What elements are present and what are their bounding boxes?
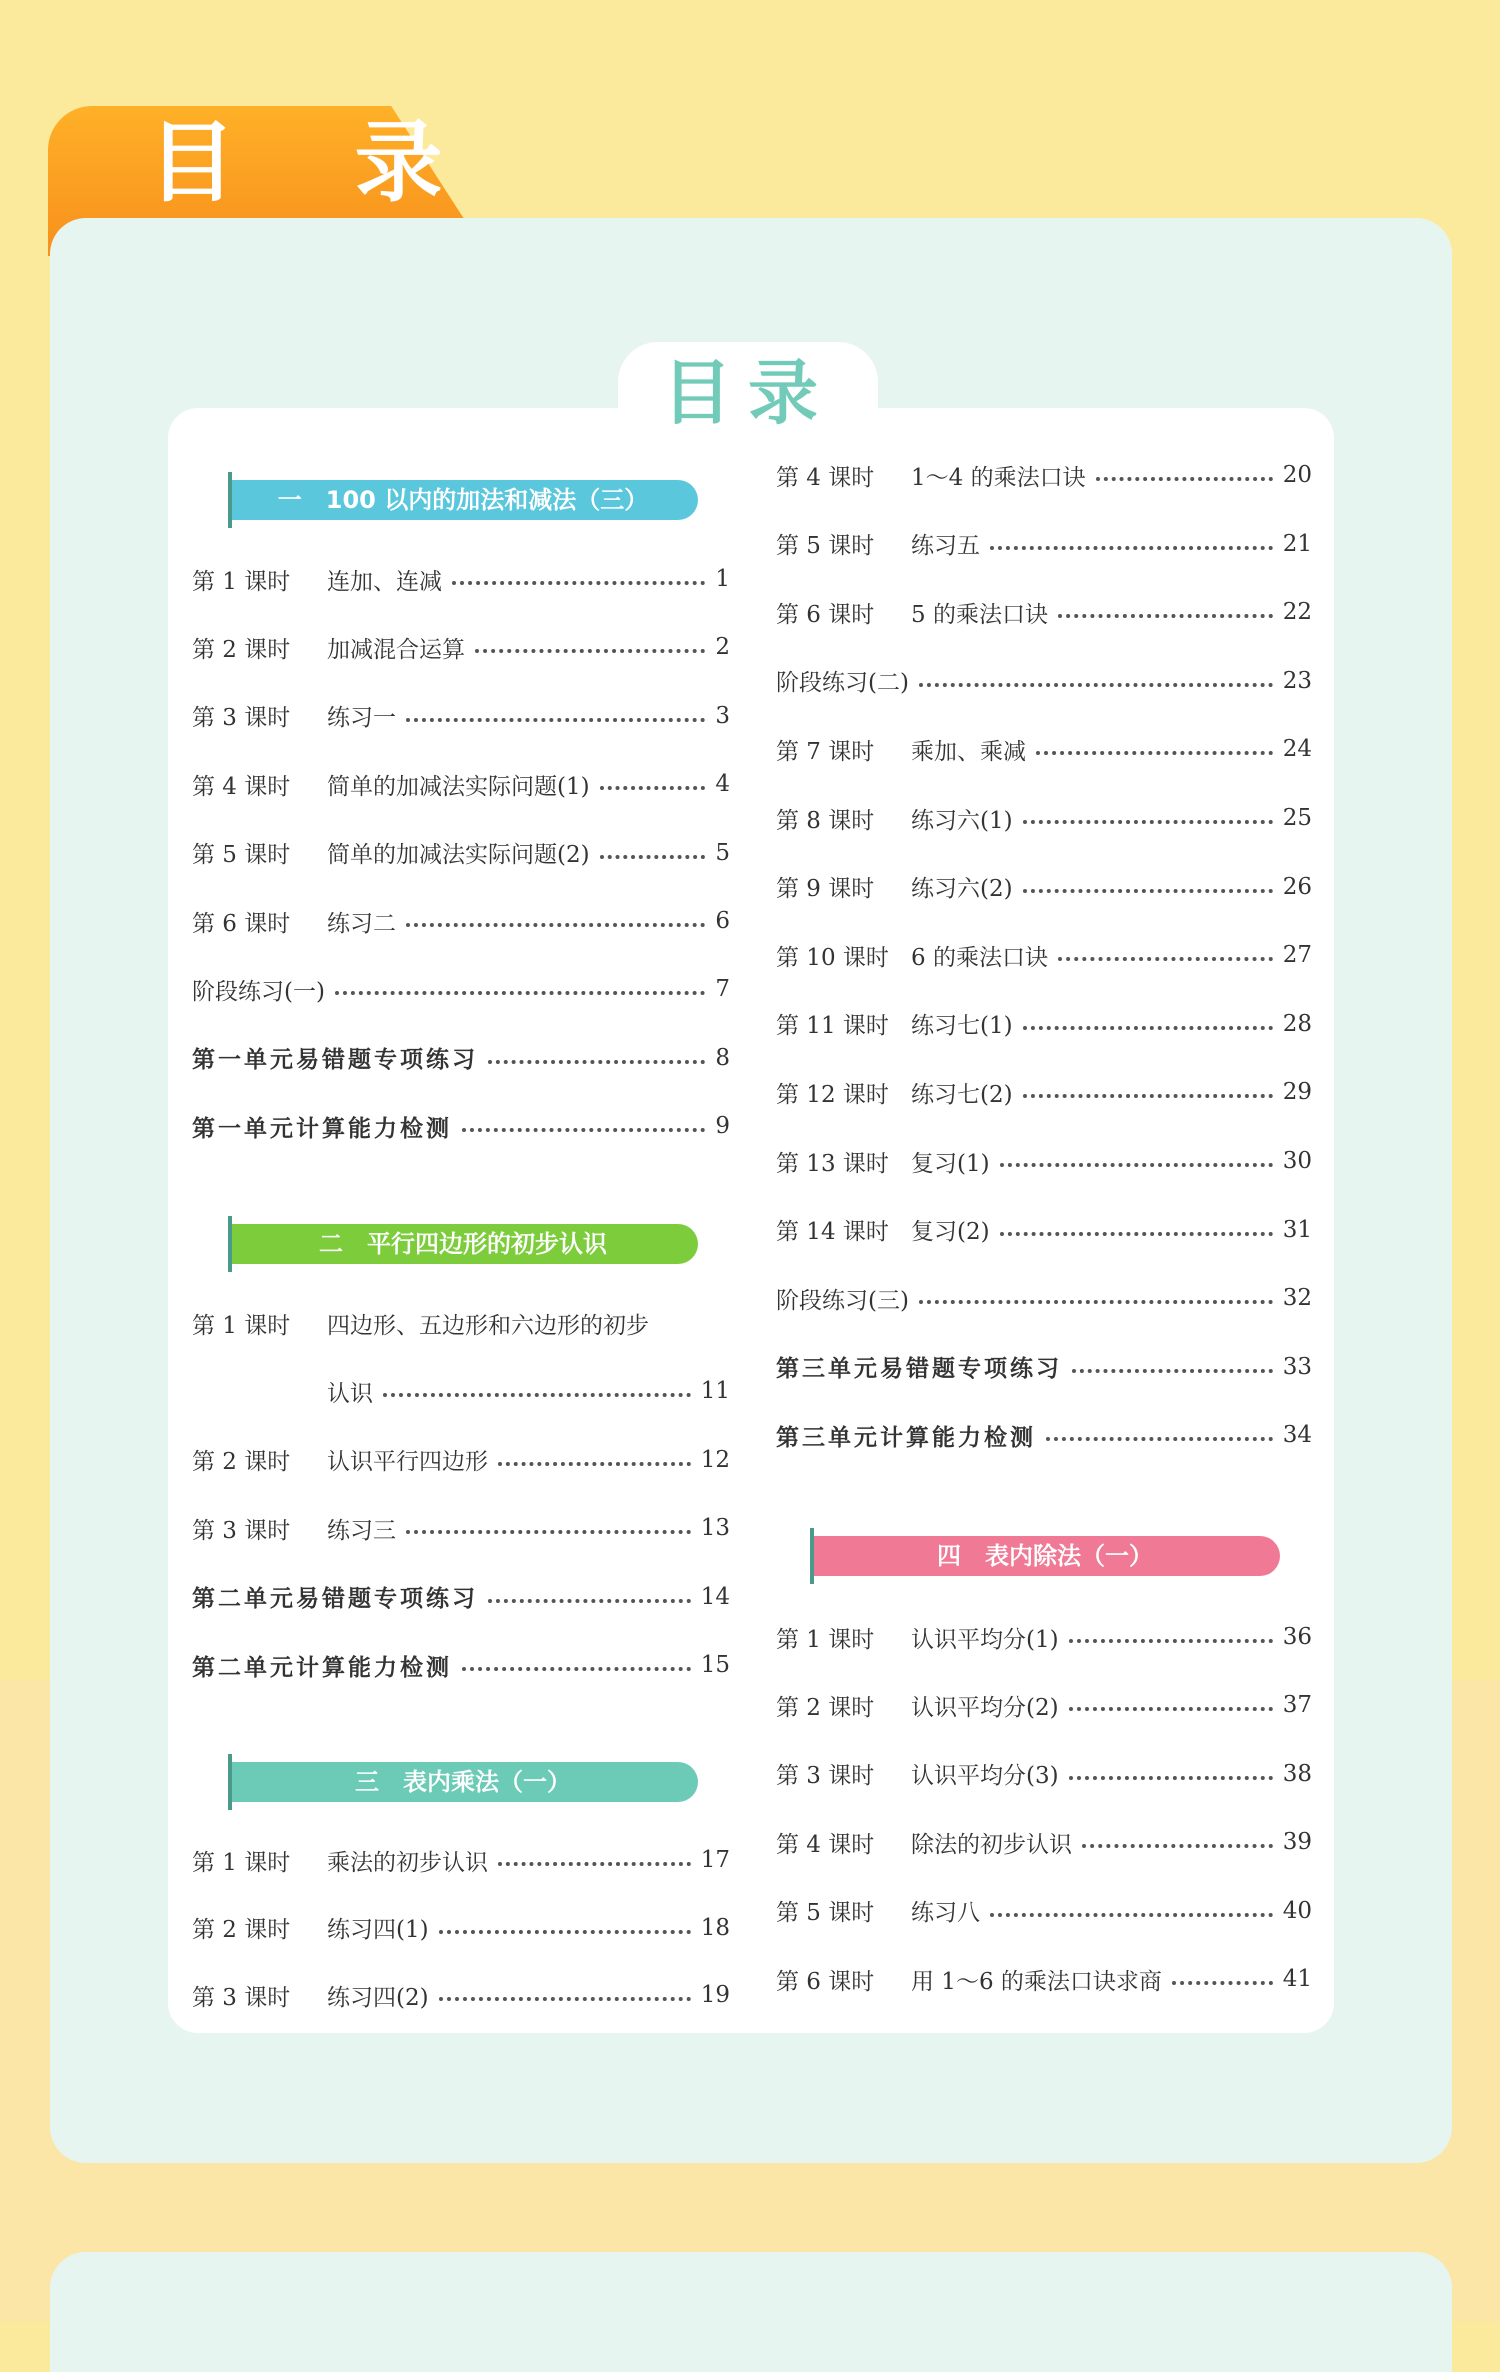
toc-leader-dots	[439, 1930, 691, 1934]
toc-page-number: 17	[700, 1847, 730, 1873]
toc-row	[192, 1978, 730, 2012]
toc-lesson-number: 第 5 课时	[776, 533, 875, 560]
toc-page-number: 34	[1282, 1422, 1312, 1449]
toc-lesson-number: 第 3 课时	[776, 1763, 875, 1790]
toc-page-number: 14	[700, 1583, 730, 1610]
toc-row	[776, 1757, 1312, 1791]
toc-page-number: 27	[1282, 942, 1312, 969]
toc-page-number: 22	[1282, 599, 1312, 626]
toc-lesson-number: 第 12 课时	[776, 1081, 889, 1108]
toc-title: 练习二	[327, 910, 396, 937]
toc-lesson-number: 第 7 课时	[776, 738, 875, 765]
unit-banner-2: 二 平行四边形的初步认识	[228, 1224, 698, 1264]
toc-row	[776, 527, 1312, 561]
toc-page-number: 3	[715, 702, 730, 729]
toc-title: 加减混合运算	[327, 636, 465, 663]
toc-leader-dots	[488, 1060, 705, 1064]
toc-page-number: 19	[700, 1982, 730, 2008]
toc-row	[776, 1075, 1312, 1109]
toc-page-number: 4	[715, 771, 730, 798]
toc-title: 认识平均分(1)	[911, 1626, 1059, 1653]
toc-leader-dots	[919, 683, 1273, 687]
toc-page-number: 15	[700, 1652, 730, 1678]
toc-page-number: 31	[1282, 1216, 1312, 1243]
toc-leader-dots	[1023, 820, 1273, 824]
toc-leader-dots	[1069, 1707, 1273, 1711]
toc-leader-dots	[1000, 1163, 1273, 1167]
toc-row	[192, 1041, 730, 1075]
toc-row	[192, 1443, 730, 1477]
toc-page-number: 28	[1282, 1010, 1312, 1037]
toc-title: 第二单元易错题专项练习	[192, 1586, 478, 1613]
toc-lesson-number: 第 2 课时	[192, 1449, 291, 1476]
toc-page-number: 41	[1282, 1966, 1312, 1992]
toc-lesson-number: 第 6 课时	[192, 910, 291, 937]
toc-row	[192, 562, 730, 596]
toc-page-number: 7	[715, 976, 730, 1003]
toc-title: 5 的乘法口诀	[911, 601, 1048, 628]
toc-leader-dots	[919, 1300, 1273, 1304]
toc-lesson-number: 第 6 课时	[776, 601, 875, 628]
toc-lesson-number: 第 3 课时	[192, 1984, 291, 2011]
toc-title: 简单的加减法实际问题(1)	[327, 773, 590, 800]
toc-leader-dots	[990, 546, 1273, 550]
toc-row	[192, 699, 730, 733]
toc-page-number: 24	[1282, 736, 1312, 763]
toc-title: 练习四(1)	[327, 1917, 429, 1943]
toc-lesson-number: 第 6 课时	[776, 1968, 875, 1995]
toc-title: 四边形、五边形和六边形的初步	[327, 1312, 649, 1339]
toc-row	[776, 1281, 1312, 1315]
toc-lesson-number: 第 9 课时	[776, 876, 875, 903]
toc-title: 练习八	[911, 1900, 980, 1927]
toc-title: 第二单元计算能力检测	[192, 1654, 452, 1681]
toc-leader-dots	[383, 1393, 691, 1397]
toc-title: 用 1～6 的乘法口诀求商	[911, 1968, 1162, 1995]
toc-page-number: 38	[1282, 1760, 1312, 1787]
toc-row	[776, 801, 1312, 835]
toc-lesson-number: 第 14 课时	[776, 1219, 889, 1246]
toc-leader-dots	[1172, 1981, 1273, 1985]
toc-leader-dots	[406, 1530, 691, 1534]
toc-title: 认识	[327, 1380, 373, 1407]
toc-leader-dots	[488, 1599, 691, 1603]
toc-page-number: 30	[1282, 1148, 1312, 1174]
toc-title: 第一单元计算能力检测	[192, 1115, 452, 1142]
toc-row	[776, 1418, 1312, 1452]
toc-row	[776, 1962, 1312, 1996]
toc-row	[192, 1306, 730, 1340]
toc-title: 简单的加减法实际问题(2)	[327, 842, 590, 869]
toc-page-number: 9	[715, 1113, 730, 1140]
toc-row	[776, 664, 1312, 698]
toc-lesson-number: 第 4 课时	[776, 464, 875, 491]
toc-lesson-number: 第 10 课时	[776, 944, 889, 971]
toc-row	[776, 938, 1312, 972]
toc-page-number: 29	[1282, 1079, 1312, 1106]
toc-leader-dots	[1023, 1094, 1273, 1098]
unit-banner-1: 一 100 以内的加法和减法（三）	[228, 480, 698, 520]
toc-title: 认识平均分(3)	[911, 1763, 1059, 1790]
toc-leader-dots	[1072, 1369, 1273, 1373]
toc-page-number: 6	[715, 908, 730, 934]
toc-row	[192, 1511, 730, 1545]
toc-title: 练习五	[911, 533, 980, 560]
toc-leader-dots	[1046, 1437, 1273, 1441]
toc-leader-dots	[475, 649, 705, 653]
toc-page-number: 32	[1282, 1285, 1312, 1312]
toc-leader-dots	[1023, 1026, 1273, 1030]
toc-lesson-number: 第 1 课时	[192, 568, 291, 595]
toc-page-number: 36	[1282, 1624, 1312, 1650]
toc-page-number: 18	[700, 1914, 730, 1941]
toc-row	[776, 870, 1312, 904]
toc-row	[776, 1688, 1312, 1722]
toc-leader-dots	[406, 923, 705, 927]
toc-row	[776, 1007, 1312, 1041]
toc-title: 6 的乘法口诀	[911, 944, 1048, 971]
toc-title: 练习三	[327, 1517, 396, 1544]
toc-row	[192, 767, 730, 801]
toc-leader-dots	[452, 581, 705, 585]
toc-lesson-number: 第 1 课时	[776, 1626, 875, 1653]
toc-lesson-number: 第 8 课时	[776, 807, 875, 834]
toc-row	[192, 972, 730, 1006]
toc-row	[776, 1894, 1312, 1928]
toc-page-number: 37	[1282, 1692, 1312, 1719]
toc-page-number: 2	[715, 634, 730, 661]
toc-leader-dots	[498, 1462, 691, 1466]
toc-lesson-number: 第 5 课时	[776, 1900, 875, 1927]
toc-leader-dots	[600, 855, 706, 859]
toc-lesson-number: 第 2 课时	[192, 636, 291, 663]
next-section-panel	[50, 2252, 1452, 2372]
toc-lesson-number: 第 3 课时	[192, 1517, 291, 1544]
toc-row	[192, 1109, 730, 1143]
toc-title: 练习一	[327, 705, 396, 732]
toc-title: 认识平均分(2)	[911, 1694, 1059, 1721]
toc-title: 乘加、乘减	[911, 738, 1026, 765]
toc-leader-dots	[462, 1667, 691, 1671]
toc-leader-dots	[1000, 1232, 1273, 1236]
toc-title: 练习六(2)	[911, 876, 1013, 903]
toc-title: 复习(2)	[911, 1219, 990, 1246]
toc-title: 练习七(2)	[911, 1081, 1013, 1108]
toc-page-number: 20	[1282, 462, 1312, 488]
toc-leader-dots	[1058, 957, 1273, 961]
toc-row	[192, 1374, 730, 1408]
toc-lesson-number: 第 11 课时	[776, 1013, 889, 1040]
toc-lesson-number: 第 1 课时	[192, 1849, 291, 1876]
toc-title: 乘法的初步认识	[327, 1849, 488, 1876]
toc-title: 复习(1)	[911, 1150, 990, 1177]
toc-title: 阶段练习(二)	[776, 670, 909, 697]
toc-row	[192, 1648, 730, 1682]
toc-title: 第三单元易错题专项练习	[776, 1356, 1062, 1383]
toc-page-number: 13	[700, 1515, 730, 1542]
toc-leader-dots	[406, 718, 705, 722]
toc-page-number: 33	[1282, 1353, 1312, 1380]
toc-leader-dots	[335, 991, 705, 995]
toc-lesson-number: 第 5 课时	[192, 842, 291, 869]
toc-leader-dots	[439, 1997, 691, 2001]
toc-row	[192, 904, 730, 938]
toc-page-number: 1	[715, 566, 730, 592]
toc-leader-dots	[498, 1862, 691, 1866]
toc-page-number: 5	[715, 839, 730, 866]
toc-title: 阶段练习(三)	[776, 1287, 909, 1314]
toc-row	[776, 1620, 1312, 1654]
toc-row	[776, 732, 1312, 766]
toc-leader-dots	[1096, 477, 1273, 481]
toc-page-number: 11	[700, 1378, 730, 1405]
toc-title: 1～4 的乘法口诀	[911, 464, 1086, 491]
toc-row	[192, 1580, 730, 1614]
toc-title: 练习六(1)	[911, 807, 1013, 834]
toc-page-number: 23	[1282, 667, 1312, 694]
toc-page-number: 25	[1282, 805, 1312, 831]
toc-row	[776, 1825, 1312, 1859]
toc-leader-dots	[1058, 614, 1273, 618]
toc-lesson-number: 第 2 课时	[192, 1917, 291, 1943]
toc-leader-dots	[990, 1913, 1273, 1917]
toc-title: 阶段练习(一)	[192, 978, 325, 1005]
toc-page-number: 39	[1282, 1829, 1312, 1856]
toc-leader-dots	[600, 786, 706, 790]
toc-leader-dots	[1036, 751, 1273, 755]
toc-leader-dots	[462, 1128, 705, 1132]
toc-leader-dots	[1069, 1776, 1273, 1780]
unit-banner-3: 三 表内乘法（一）	[228, 1762, 698, 1802]
toc-title: 第一单元易错题专项练习	[192, 1047, 478, 1074]
toc-title: 第三单元计算能力检测	[776, 1424, 1036, 1451]
toc-lesson-number: 第 13 课时	[776, 1150, 889, 1177]
toc-row	[776, 458, 1312, 492]
toc-title: 连加、连减	[327, 568, 442, 595]
unit-banner-4: 四 表内除法（一）	[810, 1536, 1280, 1576]
toc-row	[192, 630, 730, 664]
toc-row	[192, 836, 730, 870]
toc-lesson-number: 第 4 课时	[776, 1831, 875, 1858]
toc-leader-dots	[1069, 1639, 1273, 1643]
toc-leader-dots	[1082, 1844, 1273, 1848]
toc-row	[192, 1911, 730, 1945]
toc-leader-dots	[1023, 889, 1273, 893]
toc-page-number: 8	[715, 1044, 730, 1071]
toc-page-number: 12	[700, 1446, 730, 1473]
card-title: 目录	[662, 352, 834, 434]
toc-row	[192, 1843, 730, 1877]
toc-row	[776, 1213, 1312, 1247]
toc-page-number: 21	[1282, 530, 1312, 557]
toc-title: 练习七(1)	[911, 1013, 1013, 1040]
toc-lesson-number: 第 1 课时	[192, 1312, 291, 1339]
header-tab-title: 目 录	[148, 111, 487, 214]
toc-title: 认识平行四边形	[327, 1449, 488, 1476]
toc-lesson-number: 第 2 课时	[776, 1694, 875, 1721]
toc-lesson-number: 第 4 课时	[192, 773, 291, 800]
toc-row	[776, 595, 1312, 629]
toc-title: 练习四(2)	[327, 1984, 429, 2011]
toc-page-number: 40	[1282, 1897, 1312, 1924]
toc-row	[776, 1144, 1312, 1178]
toc-page-number: 26	[1282, 873, 1312, 900]
toc-lesson-number: 第 3 课时	[192, 705, 291, 732]
toc-row	[776, 1350, 1312, 1384]
toc-title: 除法的初步认识	[911, 1831, 1072, 1858]
